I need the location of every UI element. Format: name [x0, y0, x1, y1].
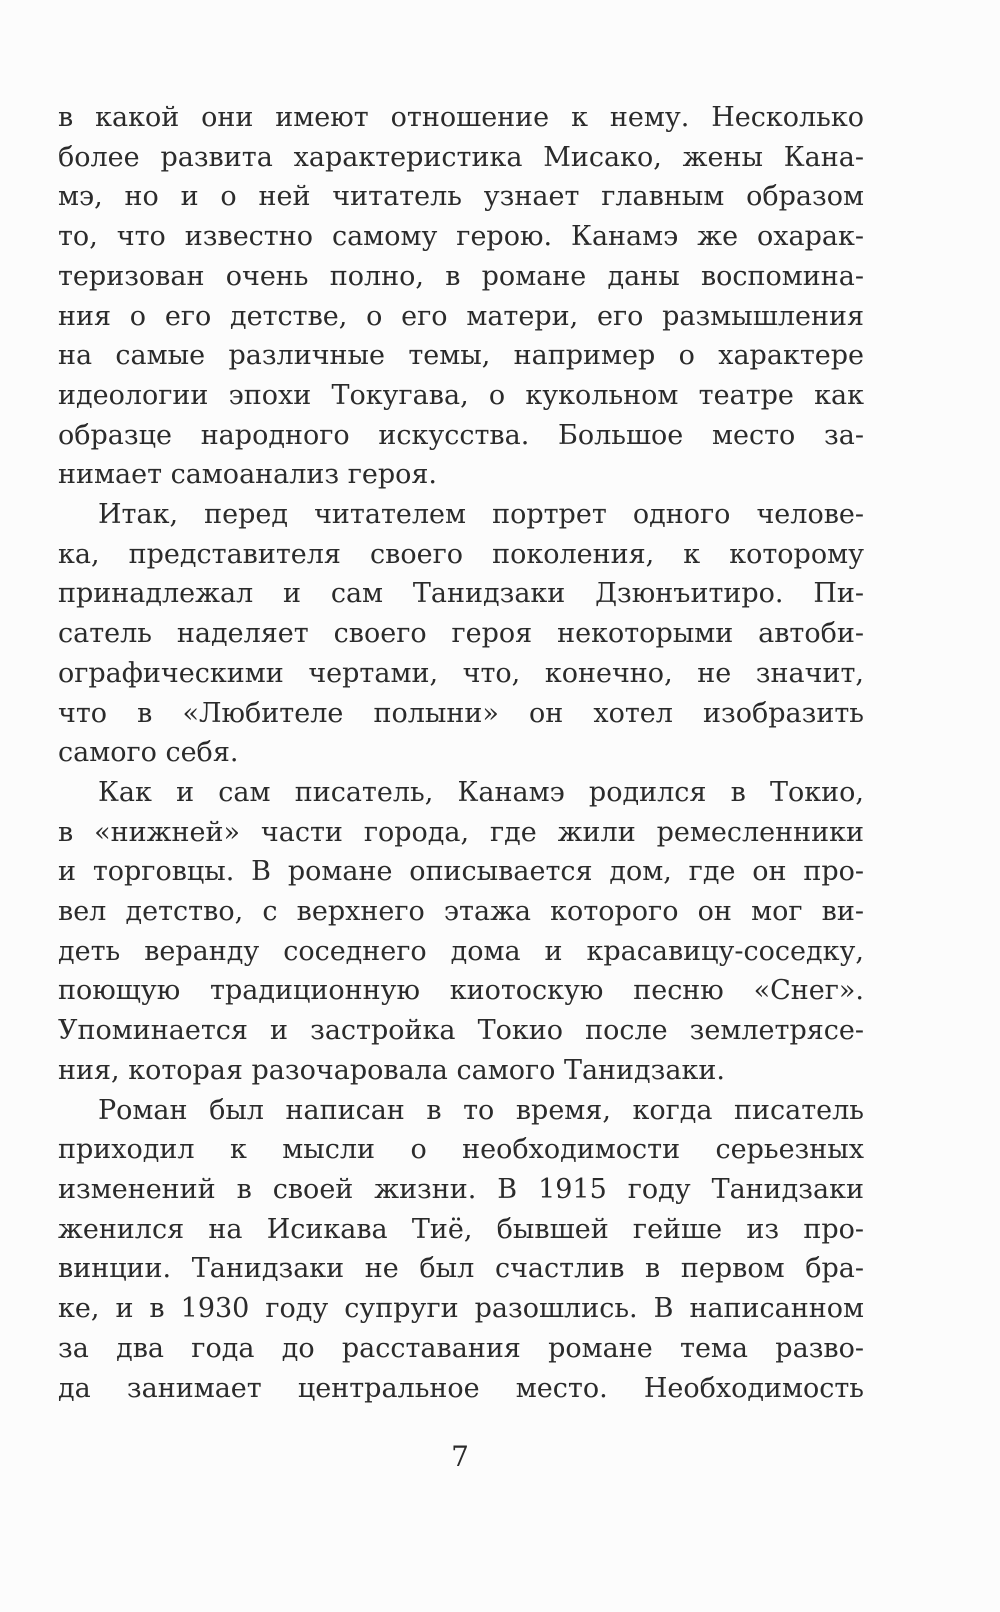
text-line: вел детство, с верхнего этажа которого он мог ви-	[58, 896, 864, 928]
text-line: на самые различные темы, например о характере	[58, 340, 864, 372]
text-line: мэ, но и о ней читатель узнает главным образом	[58, 181, 864, 213]
text-line: принадлежал и сам Танидзаки Дзюнъитиро. Пи-	[58, 578, 864, 610]
text-line: женился на Исикава Тиё, бывшей гейше из про-	[58, 1213, 864, 1245]
text-line: винции. Танидзаки не был счастлив в первом бра-	[58, 1253, 864, 1285]
text-line: сатель наделяет своего героя некоторыми автоби-	[58, 618, 864, 650]
text-line: изменений в своей жизни. В 1915 году Танидзаки	[58, 1173, 864, 1205]
text-line: что в «Любителе полыни» он хотел изобразить	[58, 697, 864, 729]
text-line: то, что известно самому герою. Канамэ же охарак-	[58, 221, 864, 253]
text-line: приходил к мысли о необходимости серьезных	[58, 1134, 864, 1166]
text-line: образце народного искусства. Большое место за-	[58, 419, 864, 451]
text-line: Итак, перед читателем портрет одного челове-	[98, 499, 864, 531]
text-line: Как и сам писатель, Канамэ родился в Токио,	[98, 776, 864, 808]
text-line: Роман был написан в то время, когда писатель	[98, 1094, 864, 1126]
body-text	[58, 98, 864, 1408]
text-line: теризован очень полно, в романе даны воспомина-	[58, 260, 864, 292]
text-line: за два года до расставания романе тема разво-	[58, 1332, 864, 1364]
text-line: ния о его детстве, о его матери, его размышления	[58, 300, 864, 332]
text-line: Упоминается и застройка Токио после землетрясе-	[58, 1015, 864, 1047]
text-line: ка, представителя своего поколения, к которому	[58, 538, 864, 570]
text-line: ния, которая разочаровала самого Танидзаки.	[58, 1054, 725, 1086]
text-line: самого себя.	[58, 737, 239, 769]
text-line: в какой они имеют отношение к нему. Несколько	[58, 102, 864, 133]
text-line: нимает самоанализ героя.	[58, 459, 437, 491]
text-line: идеологии эпохи Токугава, о кукольном театре как	[58, 379, 864, 411]
text-line: ке, и в 1930 году супруги разошлись. В написанном	[58, 1293, 864, 1325]
text-line: деть веранду соседнего дома и красавицу-соседку,	[58, 935, 864, 967]
text-line: в «нижней» части города, где жили ремесленники	[58, 816, 864, 848]
text-line: поющую традиционную киотоскую песню «Снег».	[58, 975, 864, 1007]
page-number: 7	[451, 1440, 469, 1473]
text-line: да занимает центральное место. Необходимость	[58, 1372, 864, 1404]
text-line: ографическими чертами, что, конечно, не значит,	[58, 657, 864, 689]
text-line: более развита характеристика Мисако, жены Кана-	[58, 141, 864, 173]
text-line: и торговцы. В романе описывается дом, где он про-	[58, 856, 864, 888]
